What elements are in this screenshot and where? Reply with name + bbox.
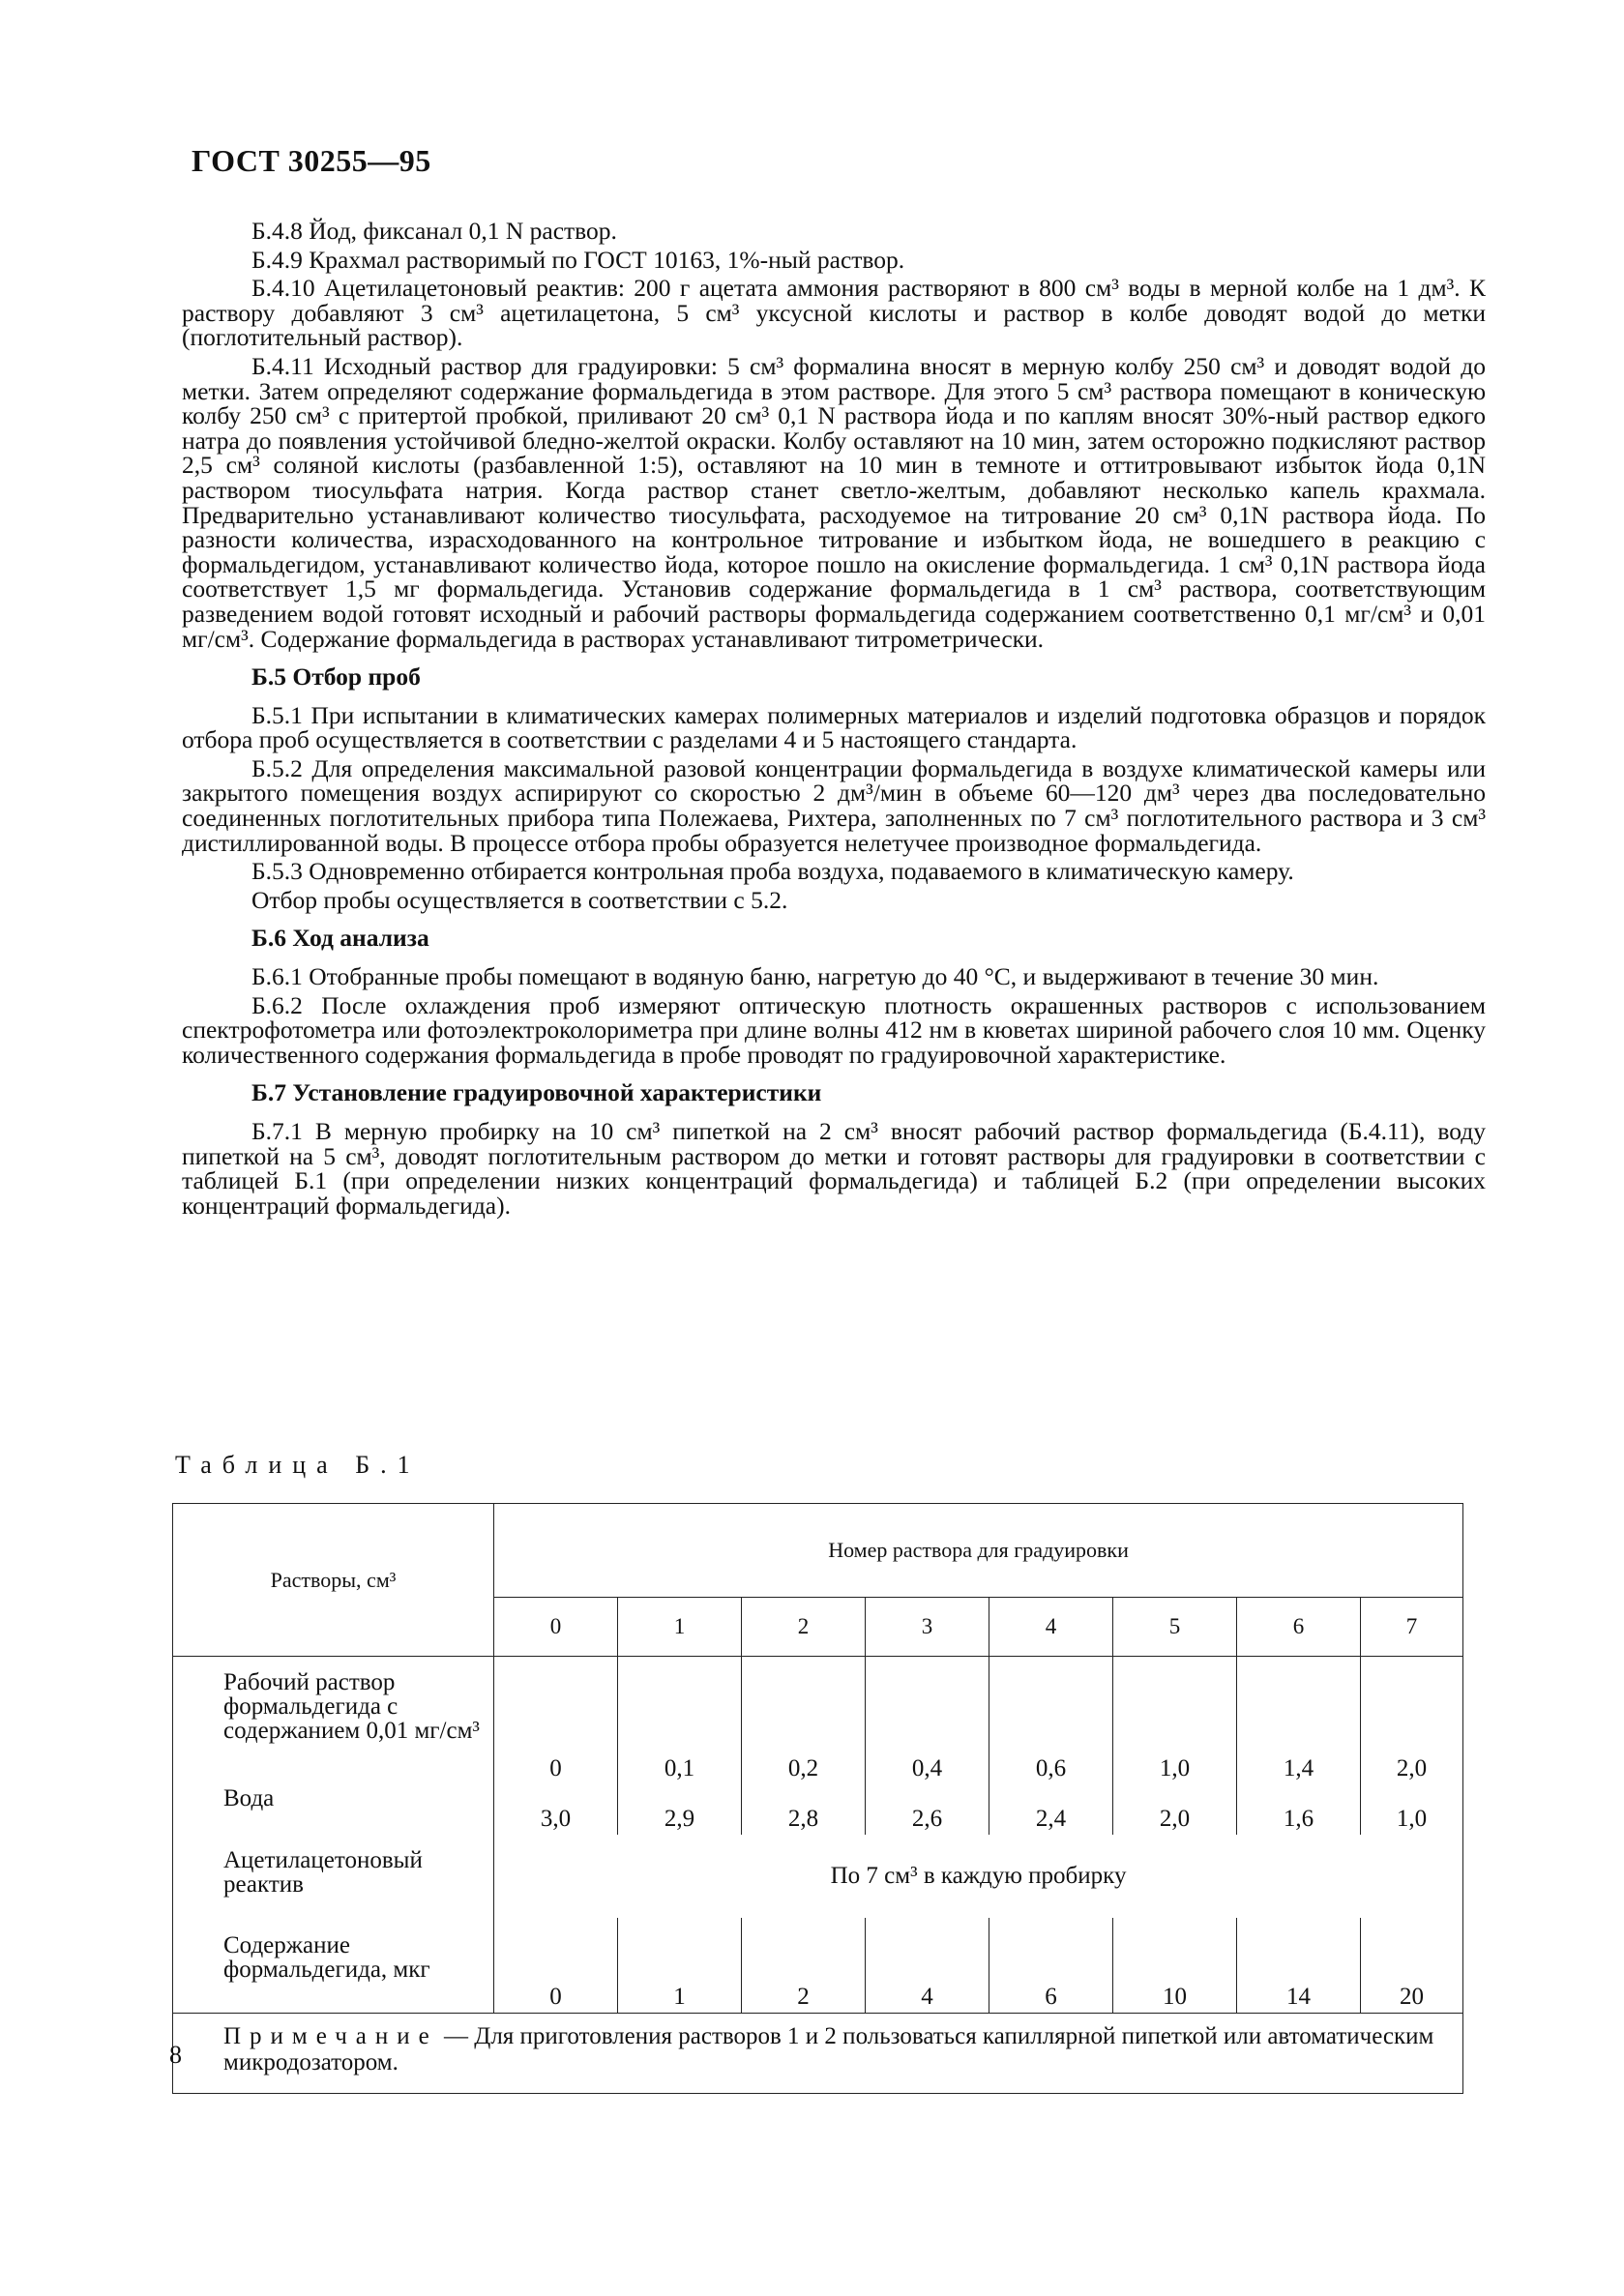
column-header: 5 xyxy=(1113,1598,1237,1657)
table-cell: 3,0 xyxy=(494,1784,618,1835)
table-cell: 0 xyxy=(494,1657,618,1785)
table-cell: 2,8 xyxy=(742,1784,866,1835)
body-text xyxy=(182,219,1486,1222)
table-cell: 0,2 xyxy=(742,1657,866,1785)
table-cell: 2,9 xyxy=(618,1784,742,1835)
column-header: 6 xyxy=(1237,1598,1361,1657)
table-cell: 1,4 xyxy=(1237,1657,1361,1785)
calibration-table xyxy=(172,1503,1463,2094)
table-row xyxy=(173,1835,1463,1918)
column-header: 3 xyxy=(866,1598,989,1657)
table-cell: 2,4 xyxy=(989,1784,1113,1835)
table-row xyxy=(173,1784,1463,1835)
column-header: 1 xyxy=(618,1598,742,1657)
table-cell: 0,6 xyxy=(989,1657,1113,1785)
table-row xyxy=(173,1657,1463,1785)
table-row xyxy=(173,1918,1463,2014)
table-cell: 2,6 xyxy=(866,1784,989,1835)
paragraph: Б.7.1 В мерную пробирку на 10 см³ пипеткой на 2 см³ вносят рабочий раствор формальдегида (Б.4.11), воду пипеткой на 5 см³, доводят поглотительным раствором до метки и готовят растворы для градуировки в соответствии с таблицей Б.1 (при определении низких концентраций формальдегида) и таблицей Б.2 (при определении высоких концентраций формальдегида). xyxy=(182,1117,1486,1220)
table-cell: 2 xyxy=(742,1918,866,2014)
paragraph: Б.4.8 Йод, фиксанал 0,1 N раствор. xyxy=(251,217,617,245)
table-cell: 0,1 xyxy=(618,1657,742,1785)
table-cell: 1,0 xyxy=(1361,1784,1463,1835)
paragraph: Б.5.1 При испытании в климатических камерах полимерных материалов и изделий подготовка образцов и порядок отбора проб осуществляется в соответствии с разделами 4 и 5 настоящего стандарта. xyxy=(182,700,1486,754)
page-number: 8 xyxy=(169,2041,182,2069)
paragraph: Б.5.3 Одновременно отбирается контрольная проба воздуха, подаваемого в климатическую камеру. xyxy=(251,857,1294,886)
table-cell: 2,0 xyxy=(1113,1784,1237,1835)
document-title: ГОСТ 30255—95 xyxy=(192,143,431,178)
note-text: — Для приготовления растворов 1 и 2 пользоваться капиллярной пипеткой или автоматическим микродозатором. xyxy=(223,2023,1434,2075)
paragraph: Б.4.11 Исходный раствор для градуировки: 5 см³ формалина вносят в мерную колбу 250 см³ и доводят водой до метки. Затем определяют содержание формальдегида в этом растворе. Для этого 5 см³ раствора помещают в коническую колбу 250 см³ с притертой пробкой, приливают 20 см³ 0,1 N раствора йода и по каплям вносят 30%-ный раствор едкого натра до появления устойчивой бледно-желтой окраски. Колбу оставляют на 10 мин, затем осторожно подкисляют раствор 2,5 см³ соляной кислоты (разбавленной 1:5), оставляют на 10 мин в темноте и оттитровывают избыток йода 0,1N раствором тиосульфата натрия. Когда раствор станет светло-желтым, добавляют несколько капель крахмала. Предварительно устанавливают количество тиосульфата, расходуемое на титрование 20 см³ 0,1N раствора йода. По разности количества, израсходованного на контрольное титрование и избытком йода, не вошедшего в реакцию с формальдегидом, устанавливают количество йода, которое пошло на окисление формальдегида. 1 см³ 0,1N раствора йода соответствует 1,5 мг формальдегида. Установив содержание формальдегида в 1 см³ раствора, соответствующим разведением водой готовят исходный и рабочий растворы формальдегида содержанием соответственно 0,1 мг/см³ и 0,01 мг/см³. Содержание формальдегида в растворах устанавливают титрометрически. xyxy=(182,351,1486,653)
paragraph: Б.6.1 Отобранные пробы помещают в водяную баню, нагретую до 40 °С, и выдерживают в течение 30 мин. xyxy=(251,962,1379,991)
column-header: 2 xyxy=(742,1598,866,1657)
table-span-cell: По 7 см³ в каждую пробирку xyxy=(494,1835,1463,1918)
section-heading: Б.6 Ход анализа xyxy=(251,924,429,953)
row-label: Ацетилацетоновый реактив xyxy=(173,1835,494,1918)
paragraph: Отбор пробы осуществляется в соответствии с 5.2. xyxy=(251,885,788,914)
row-label: Вода xyxy=(173,1784,494,1835)
paragraph: Б.4.9 Крахмал растворимый по ГОСТ 10163, 1%-ный раствор. xyxy=(251,245,905,274)
table-header-solution-number: Номер раствора для градуировки xyxy=(494,1504,1463,1598)
column-header: 4 xyxy=(989,1598,1113,1657)
paragraph: Б.4.10 Ацетилацетоновый реактив: 200 г ацетата аммония растворяют в 800 см³ воды в мерной колбе на 1 дм³. К раствору добавляют 3 см³ ацетилацетона, 5 см³ уксусной кислоты и раствор в колбе доводят водой до метки (поглотительный раствор). xyxy=(182,274,1486,352)
table-cell: 0 xyxy=(494,1918,618,2014)
table-label: Таблица Б.1 xyxy=(175,1451,421,1479)
paragraph: Б.6.2 После охлаждения проб измеряют оптическую плотность окрашенных растворов с использованием спектрофотометра или фотоэлектроколориметра при длине волны 412 нм в кюветах шириной рабочего слоя 10 мм. Оценку количественного содержания формальдегида в пробе проводят по градуировочной характеристике. xyxy=(182,990,1486,1069)
column-header: 0 xyxy=(494,1598,618,1657)
column-header: 7 xyxy=(1361,1598,1463,1657)
row-label: Содержание формальдегида, мкг xyxy=(173,1918,494,2014)
table-cell: 10 xyxy=(1113,1918,1237,2014)
table-cell: 4 xyxy=(866,1918,989,2014)
section-heading: Б.5 Отбор проб xyxy=(251,662,421,692)
section-heading: Б.7 Установление градуировочной характеристики xyxy=(251,1078,822,1107)
table-header-solutions: Растворы, см³ xyxy=(173,1504,494,1657)
table-note xyxy=(173,2014,1463,2094)
table-cell: 0,4 xyxy=(866,1657,989,1785)
note-label: Примечание xyxy=(223,2023,438,2049)
table-cell: 14 xyxy=(1237,1918,1361,2014)
table-cell: 2,0 xyxy=(1361,1657,1463,1785)
table-cell: 20 xyxy=(1361,1918,1463,2014)
row-label: Рабочий раствор формальдегида с содержанием 0,01 мг/см³ xyxy=(173,1657,494,1785)
paragraph: Б.5.2 Для определения максимальной разовой концентрации формальдегида в воздухе климатической камеры или закрытого помещения воздух аспирируют со скоростью 2 дм³/мин в объеме 60—120 дм³ через два последовательно соединенных поглотительных прибора типа Полежаева, Рихтера, заполненных по 7 см³ поглотительного раствора и 3 см³ дистиллированной воды. В процессе отбора пробы образуется нелетучее производное формальдегида. xyxy=(182,753,1486,857)
table-cell: 1,6 xyxy=(1237,1784,1361,1835)
table-cell: 1 xyxy=(618,1918,742,2014)
table-cell: 1,0 xyxy=(1113,1657,1237,1785)
table-cell: 6 xyxy=(989,1918,1113,2014)
